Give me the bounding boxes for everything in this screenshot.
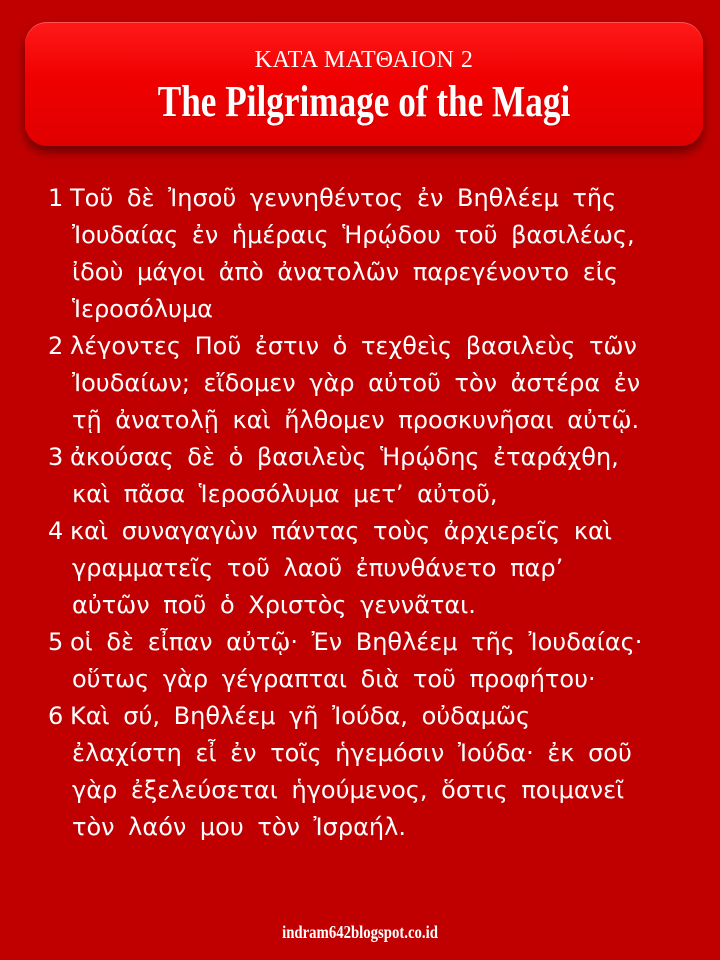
verse-line: λέγοντες Ποῦ ἐστιν ὁ τεχθεὶς βασιλεὺς τῶν	[70, 332, 637, 360]
verse-text	[70, 513, 688, 624]
verse-line: ἰδοὺ μάγοι ἀπὸ ἀνατολῶν παρεγένοντο εἰς	[72, 258, 618, 286]
verse-line: ἐλαχίστη εἶ ἐν τοῖς ἡγεμόσιν Ἰούδα· ἐκ σοῦ	[72, 739, 632, 767]
chapter-heading: ΚΑΤΑ ΜΑΤΘΑΙΟΝ 2	[254, 47, 474, 73]
verse-number: 6	[48, 702, 64, 730]
verse-text	[70, 180, 688, 328]
verse-line: γὰρ ἐξελεύσεται ἡγούμενος, ὅστις ποιμανεῖ	[72, 776, 625, 804]
verse-list	[48, 180, 688, 846]
verse-line: Τοῦ δὲ Ἰησοῦ γεννηθέντος ἐν Βηθλέεμ τῆς	[70, 184, 617, 212]
verse-line: καὶ συναγαγὼν πάντας τοὺς ἀρχιερεῖς καὶ	[70, 517, 612, 545]
title-banner	[25, 22, 703, 146]
verse-number: 4	[48, 517, 64, 545]
verse-line: Ἱεροσόλυμα	[72, 295, 213, 323]
verse-6	[48, 698, 688, 846]
verse-line: ἀκούσας δὲ ὁ βασιλεὺς Ἡρῴδης ἐταράχθη,	[70, 443, 619, 471]
verse-line: Ἰουδαίων; εἴδομεν γὰρ αὐτοῦ τὸν ἀστέρα ἐν	[72, 369, 641, 397]
verse-number: 2	[48, 332, 64, 360]
verse-5	[48, 624, 688, 698]
verse-2	[48, 328, 688, 439]
verse-text	[70, 328, 688, 439]
verse-line: αὐτῶν ποῦ ὁ Χριστὸς γεννᾶται.	[72, 591, 476, 619]
verse-number: 5	[48, 628, 64, 656]
verse-1	[48, 180, 688, 328]
verse-line: καὶ πᾶσα Ἱεροσόλυμα μετ’ αὐτοῦ,	[72, 480, 498, 508]
verse-line: τὸν λαόν μου τὸν Ἰσραήλ.	[72, 813, 406, 841]
verse-text	[70, 439, 688, 513]
verse-line: Ἰουδαίας ἐν ἡμέραις Ἡρῴδου τοῦ βασιλέως,	[72, 221, 635, 249]
verse-number: 1	[48, 184, 64, 212]
verse-4	[48, 513, 688, 624]
verse-line: γραμματεῖς τοῦ λαοῦ ἐπυνθάνετο παρ’	[72, 554, 564, 582]
page-title: The Pilgrimage of the Magi	[157, 77, 571, 126]
verse-text	[70, 698, 688, 846]
verse-line: τῇ ἀνατολῇ καὶ ἤλθομεν προσκυνῆσαι αὐτῷ.	[72, 406, 640, 434]
verse-number: 3	[48, 443, 64, 471]
verse-line: Καὶ σύ, Βηθλέεμ γῆ Ἰούδα, οὐδαμῶς	[70, 702, 531, 730]
verse-3	[48, 439, 688, 513]
verse-line: οὕτως γὰρ γέγραπται διὰ τοῦ προφήτου·	[72, 665, 596, 693]
watermark-credit: indram642blogspot.co.id	[282, 922, 438, 942]
verse-text	[70, 624, 688, 698]
verse-line: οἱ δὲ εἶπαν αὐτῷ· Ἐν Βηθλέεμ τῆς Ἰουδαίας·	[70, 628, 643, 656]
